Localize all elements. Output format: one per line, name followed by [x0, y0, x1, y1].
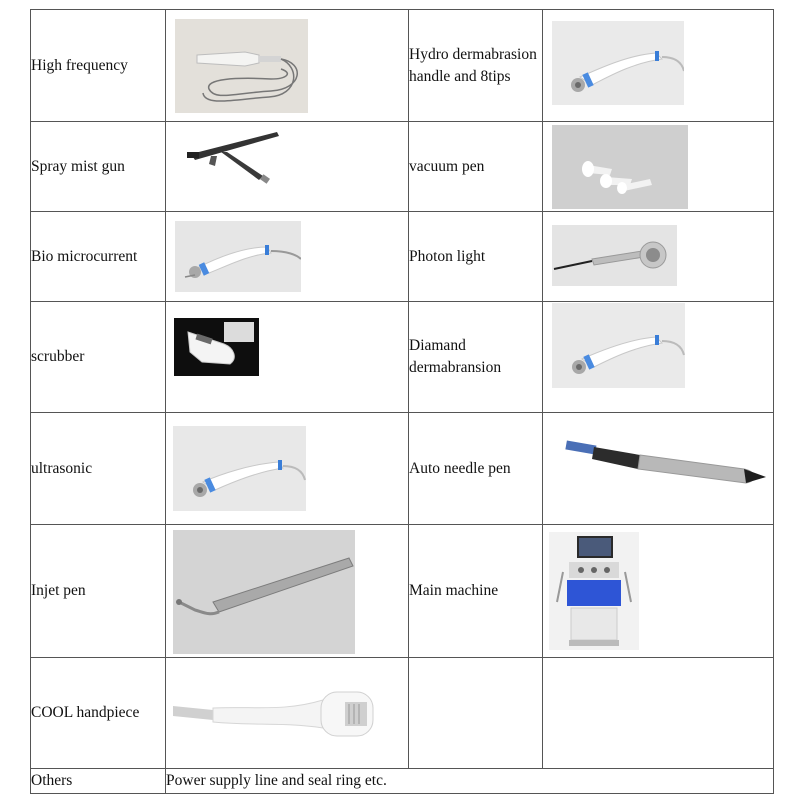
item-image-cell	[543, 212, 774, 302]
table-row	[31, 769, 774, 794]
parts-list-table	[30, 9, 774, 794]
high-frequency-wand-photo	[175, 19, 308, 113]
item-image-cell	[543, 525, 774, 658]
empty-label-cell	[409, 658, 543, 769]
hydro-dermabrasion-handle-photo	[552, 21, 684, 105]
scrubber-device-photo	[174, 318, 259, 376]
empty-image-cell	[543, 658, 774, 769]
item-label: Main machine	[409, 525, 543, 658]
photon-light-wand-photo	[552, 225, 677, 286]
table-row	[31, 413, 774, 525]
table-row	[31, 525, 774, 658]
main-machine-photo	[549, 532, 639, 650]
item-label: Bio microcurrent	[31, 212, 166, 302]
table-row	[31, 10, 774, 122]
item-label: vacuum pen	[409, 122, 543, 212]
item-image-cell	[543, 10, 774, 122]
item-label: Photon light	[409, 212, 543, 302]
spray-mist-gun-photo	[177, 126, 291, 190]
table-row	[31, 658, 774, 769]
item-image-cell	[166, 658, 409, 769]
item-image-cell	[543, 413, 774, 525]
bio-microcurrent-handle-photo	[175, 221, 301, 292]
item-image-cell	[543, 302, 774, 413]
item-label: Spray mist gun	[31, 122, 166, 212]
item-image-cell	[166, 302, 409, 413]
item-image-cell	[166, 212, 409, 302]
item-image-cell	[166, 122, 409, 212]
item-image-cell	[543, 122, 774, 212]
auto-needle-pen-photo	[560, 429, 773, 501]
others-value: Power supply line and seal ring etc.	[166, 769, 774, 794]
item-image-cell	[166, 413, 409, 525]
table-row	[31, 212, 774, 302]
item-label: Diamand dermabransion	[409, 302, 543, 413]
item-label: ultrasonic	[31, 413, 166, 525]
item-label: scrubber	[31, 302, 166, 413]
item-label: High frequency	[31, 10, 166, 122]
table-row	[31, 302, 774, 413]
ultrasonic-handle-photo	[173, 426, 306, 511]
item-image-cell	[166, 525, 409, 658]
vacuum-pen-tips-photo	[552, 125, 688, 209]
table-row	[31, 122, 774, 212]
item-label: Hydro dermabrasion handle and 8tips	[409, 10, 543, 122]
cool-handpiece-photo	[173, 670, 381, 750]
diamond-dermabrasion-handle-photo	[552, 303, 685, 388]
item-label: COOL handpiece	[31, 658, 166, 769]
item-image-cell	[166, 10, 409, 122]
item-label: Injet pen	[31, 525, 166, 658]
others-label: Others	[31, 769, 166, 794]
injet-pen-photo	[173, 530, 355, 654]
item-label: Auto needle pen	[409, 413, 543, 525]
